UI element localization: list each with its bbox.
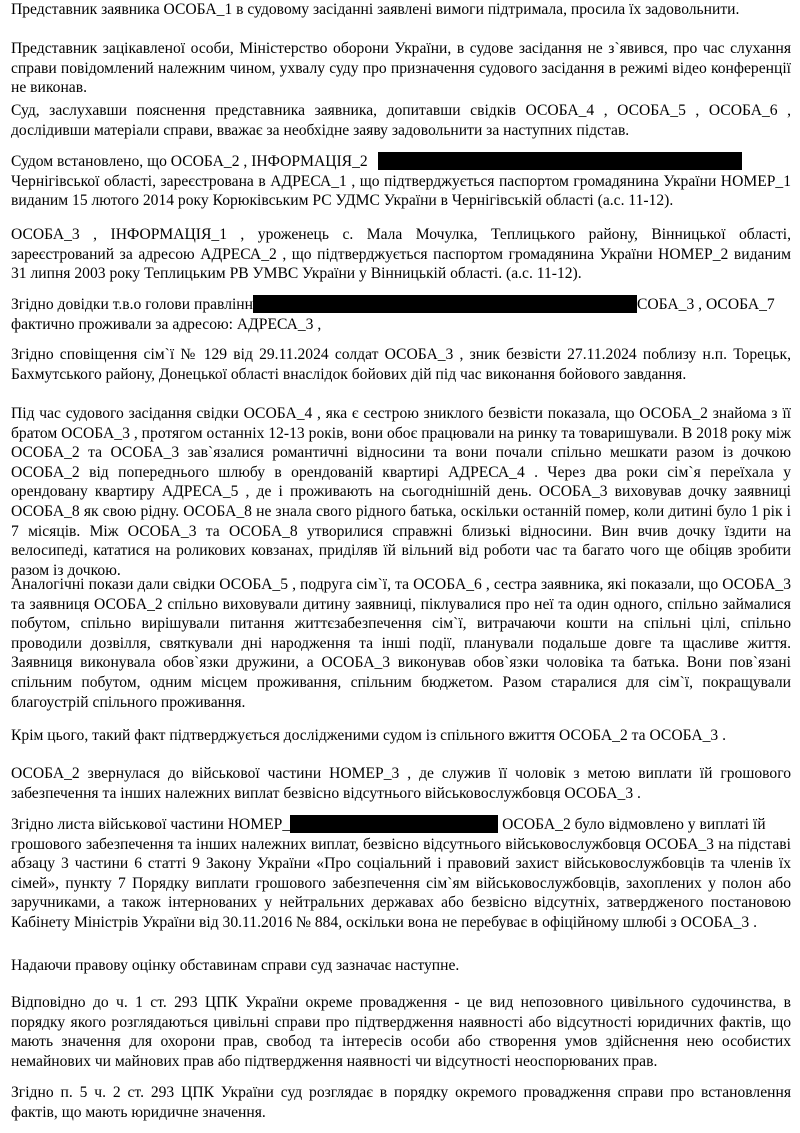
paragraph-9: Аналогічні покази дали свідки ОСОБА_5 , подруга сім`ї, та ОСОБА_6 , сестра заявника, які показали, що ОСОБА_3 та заявниця ОСОБА_2 спільно виховували дитину заявниці, піклувалися про неї та один одного, спільно займалися побутом, спільно вирішували питання життєзабезпечення сім`ї, витрачаючи кошти на спільні цілі, спільно проводили дозвілля, святкували дні народження та інші події, планували подальше довге та щасливе життя. Заявниця виконувала обов`язки дружини, а ОСОБА_3 виконував обов`язки чоловіка та батька. Вони пов`язані спільним побутом, одним місцем проживання, спільним бюджетом. Разом старалися для сім`ї, покращували благоустрій спільного проживання. xyxy=(11,576,791,711)
redaction-block xyxy=(253,295,637,313)
paragraph-12-rest: грошового забезпечення та інших належних виплат, безвісно відсутнього військовослужбовця ОСОБА_3 на підставі абзацу 3 частини 6 статті 9 Закону України «Про соціальний і правовий захист військовослужбовців та членів їх сімей», пункту 7 Порядку виплати грошового забезпечення сім`ям військовослужбовців, захоплених у полон або заручниками, а також інтернованих у нейтральних державах або безвісно відсутніх, затвердженого постановою Кабінету Міністрів України від 30.11.2016 № 884, оскільки вона не перебуває в офіційному шлюбі з ОСОБА_3 . xyxy=(11,835,791,931)
paragraph-4-rest: Чернігівської області, зареєстрована в АДРЕСА_1 , що підтверджується паспортом громадянина України НОМЕР_1 виданим 15 лютого 2014 року Корюківським РС УДМС України в Чернігівській області (а.с. 11-12). xyxy=(11,172,791,210)
paragraph-6-after-redaction: СОБА_3 , ОСОБА_7 xyxy=(637,296,775,313)
paragraph-8: Під час судового засідання свідки ОСОБА_4 , яка є сестрою зниклого безвісти показала, що ОСОБА_2 знайома з її братом ОСОБА_3 , протягом останніх 12-13 років, вони обоє працювали на ринку та товаришували. В 2018 року між ОСОБА_2 та ОСОБА_3 зав`язалися романтичні відносини та вони почали спільно мешкати разом із дочкою ОСОБА_2 від попереднього шлюбу в орендованій квартирі АДРЕСА_4 . Через два роки сім`я переїхала у орендовану квартиру АДРЕСА_5 , де і проживають на сьогоднішній день. ОСОБА_3 виховував дочку заявниці ОСОБА_8 як свою рідну. ОСОБА_8 не знала свого рідного батька, оскільки останній помер, коли дитині було 1 рік і 7 місяців. Між ОСОБА_3 та ОСОБА_8 утворилися справжні близькі відносини. Вин вчив дочку їздити на велосипеді, кататися на роликових ковзанах, приділяв їй вільний від роботи час та багато чого ще обіцяв зробити разом із дочкою. xyxy=(11,405,791,579)
paragraph-6-rest: фактично проживали за адресою: АДРЕСА_3 , xyxy=(11,315,322,333)
paragraph-4 xyxy=(11,152,791,211)
redaction-block xyxy=(378,152,742,170)
paragraph-12-first-line xyxy=(11,815,791,835)
paragraph-13: Надаючи правову оцінку обставинам справи суд зазначає наступне. xyxy=(11,957,460,974)
paragraph-6-first-line xyxy=(11,295,791,315)
paragraph-5: ОСОБА_3 , ІНФОРМАЦІЯ_1 , уроженець с. Мала Мочулка, Теплицького району, Вінницької області, зареєстрований за адресою АДРЕСА_2 , що підтверджується паспортом громадянина України НОМЕР_2 виданим 31 липня 2003 року Теплицьким РВ УМВС України у Вінницькій області. (а.с. 11-12). xyxy=(11,226,791,283)
paragraph-14: Відповідно до ч. 1 ст. 293 ЦПК України окреме провадження - це вид непозовного цивільного судочинства, в порядку якого розглядаються цивільні справи про підтвердження наявності або відсутності юридичних фактів, що мають значення для охорони прав, свобод та інтересів особи або створення умов здійснення нею особистих немайнових чи майнових прав або підтвердження наявності чи відсутності неоспорюваних прав. xyxy=(11,994,791,1070)
paragraph-6-start: Згідно довідки т.в.о голови правлінн xyxy=(11,296,253,313)
paragraph-12-start: Згідно листа військової частини НОМЕР_ xyxy=(11,816,291,833)
paragraph-1: Представник заявника ОСОБА_1 в судовому засіданні заявлені вимоги підтримала, просила їх задовольнити. xyxy=(11,1,740,18)
paragraph-11: ОСОБА_2 звернулася до військової частини НОМЕР_3 , де служив її чоловік з метою виплати їй грошового забезпечення та інших належних виплат безвісно відсутнього військовослужбовця ОСОБА_3 . xyxy=(11,765,791,802)
paragraph-2: Представник зацікавленої особи, Міністерство оборони України, в судове засідання не з`явився, про час слухання справи повідомлений належним чином, ухвалу суду про призначення судового засідання в режимі відео конференції не виконав. xyxy=(11,40,791,97)
paragraph-6 xyxy=(11,295,791,334)
paragraph-12 xyxy=(11,815,791,933)
paragraph-10: Крім цього, такий факт підтверджується дослідженими судом із спільного вжиття ОСОБА_2 та ОСОБА_3 . xyxy=(11,727,726,744)
paragraph-3: Суд, заслухавши пояснення представника заявника, допитавши свідків ОСОБА_4 , ОСОБА_5 , ОСОБА_6 , дослідивши матеріали справи, вважає за необхідне заяву задовольнити за наступних підстав. xyxy=(11,102,791,139)
redaction-block xyxy=(290,815,498,833)
paragraph-12-after-redaction: ОСОБА_2 було відмовлено у виплаті їй xyxy=(502,816,766,833)
paragraph-4-first-line xyxy=(11,152,791,172)
paragraph-4-start: Судом встановлено, що ОСОБА_2 , ІНФОРМАЦІЯ_2 xyxy=(11,153,368,170)
paragraph-7: Згідно сповіщення сім`ї № 129 від 29.11.2024 солдат ОСОБА_3 , зник безвісти 27.11.2024 поблизу н.п. Торецьк, Бахмутського району, Донецької області внаслідок бойових дій під час виконання бойового завдання. xyxy=(11,346,791,383)
paragraph-15: Згідно п. 5 ч. 2 ст. 293 ЦПК України суд розглядає в порядку окремого провадження справи про встановлення фактів, що мають юридичне значення. xyxy=(11,1084,791,1121)
